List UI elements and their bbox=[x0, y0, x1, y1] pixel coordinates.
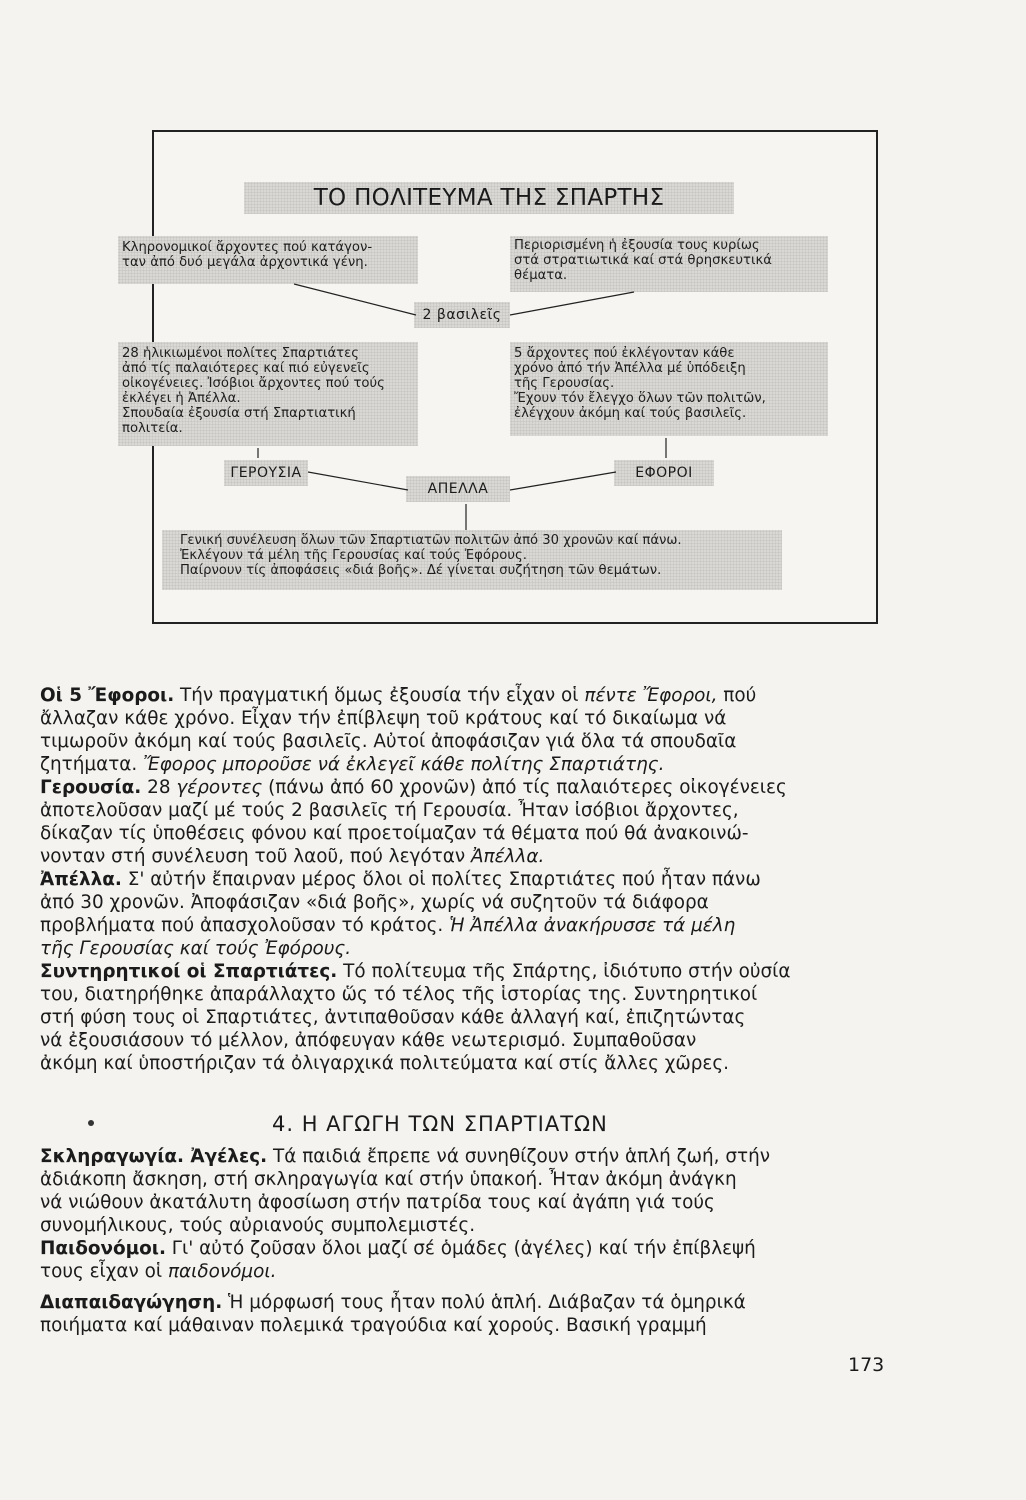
text-line: ἐκλέγει ἡ Ἀπέλλα. bbox=[122, 391, 241, 406]
text-line: οἰκογένειες. Ἰσόβιοι ἄρχοντες πού τούς bbox=[122, 376, 385, 391]
text-line: Γενική συνέλευση ὅλων τῶν Σπαρτιατῶν πολιτῶν ἀπό 30 χρονῶν καί πάνω. bbox=[180, 533, 682, 548]
text-line bbox=[40, 684, 1000, 707]
text-line bbox=[40, 1260, 1000, 1283]
paragraph-ephors bbox=[40, 684, 1000, 776]
text-line: του, διατηρήθηκε ἀπαράλλαχτο ὥς τό τέλος τῆς ἱστορίας της. Συντηρητικοί bbox=[40, 984, 758, 1005]
text-run: πού bbox=[717, 685, 757, 706]
paragraph-heading: Παιδονόμοι. bbox=[40, 1238, 166, 1259]
connector-right-note-to-kings bbox=[510, 292, 634, 315]
text-line: Ἐκλέγουν τά μέλη τῆς Γερουσίας καί τούς Ἐφόρους. bbox=[180, 548, 527, 563]
kings-label: 2 βασιλεῖς bbox=[422, 307, 502, 323]
text-line: στή φύση τους οἱ Σπαρτιάτες, ἀντιπαθοῦσαν κάθε ἀλλαγή καί, ἐπιζητώντας bbox=[40, 1007, 746, 1028]
paragraph-heading: Ἀπέλλα. bbox=[40, 869, 122, 890]
text-line bbox=[40, 1145, 1000, 1168]
page-number: 173 bbox=[848, 1354, 885, 1376]
text-line: νά νιώθουν ἀκατάλυτη ἀφοσίωση στήν πατρίδα τους καί ἀγάπη γιά τούς bbox=[40, 1192, 715, 1213]
connector-ephors-to-apella bbox=[510, 472, 616, 490]
paragraph-heading: Γερουσία. bbox=[40, 777, 142, 798]
paragraph-heading: Διαπαιδαγώγηση. bbox=[40, 1292, 223, 1313]
text-line: ἐλέγχουν ἀκόμη καί τούς βασιλεῖς. bbox=[514, 406, 747, 421]
diagram-title: ΤΟ ΠΟΛΙΤΕΥΜΑ ΤΗΣ ΣΠΑΡΤΗΣ bbox=[313, 185, 665, 211]
italic-run: γέροντες bbox=[176, 777, 263, 798]
text-line bbox=[40, 914, 1000, 937]
italic-run: Ἀπέλλα. bbox=[470, 846, 545, 867]
ephors-label: ΕΦΟΡΟΙ bbox=[635, 465, 693, 481]
text-line: ἀποτελοῦσαν μαζί μέ τούς 2 βασιλεῖς τή Γερουσία. Ἦταν ἰσόβιοι ἄρχοντες, bbox=[40, 800, 739, 821]
text-line: ἀδιάκοπη ἄσκηση, στή σκληραγωγία καί στήν ὑπακοή. Ἦταν ἀκόμη ἀνάγκη bbox=[40, 1169, 737, 1190]
text-line: ποιήματα καί μάθαιναν πολεμικά τραγούδια καί χορούς. Βασική γραμμή bbox=[40, 1315, 707, 1336]
text-run: 28 bbox=[141, 777, 177, 798]
text-line: δίκαζαν τίς ὑποθέσεις φόνου καί προετοίμαζαν τά θέματα πού θά ἀνακοινώ- bbox=[40, 823, 749, 844]
text-line: Ἔχουν τόν ἔλεγχο ὅλων τῶν πολιτῶν, bbox=[514, 391, 766, 406]
text-line: στά στρατιωτικά καί στά θρησκευτικά bbox=[514, 253, 772, 268]
italic-run: πέντε Ἔφοροι, bbox=[584, 685, 718, 706]
gerousia-label: ΓΕΡΟΥΣΙΑ bbox=[230, 465, 302, 481]
paragraph-heading: Συντηρητικοί οἱ Σπαρτιάτες. bbox=[40, 961, 338, 982]
text-run: Τήν πραγματική ὅμως ἐξουσία τήν εἶχαν οἱ bbox=[174, 685, 585, 706]
text-line: συνομήλικους, τούς αὐριανούς συμπολεμιστές. bbox=[40, 1215, 476, 1236]
text-line: ἀπό 30 χρονῶν. Ἀποφάσιζαν «διά βοῆς», χωρίς νά συζητοῦν τά διάφορα bbox=[40, 892, 709, 913]
text-line bbox=[40, 960, 1000, 983]
text-line bbox=[40, 845, 1000, 868]
text-line: χρόνο ἀπό τήν Ἀπέλλα μέ ὑπόδειξη bbox=[514, 361, 746, 376]
paragraph-gerousia bbox=[40, 776, 1000, 868]
text-line: Παίρνουν τίς ἀποφάσεις «διά βοῆς». Δέ γίνεται συζήτηση τῶν θεμάτων. bbox=[180, 563, 662, 578]
text-line bbox=[40, 753, 1000, 776]
text-line: πολιτεία. bbox=[122, 421, 183, 436]
italic-run: Ἡ Ἀπέλλα ἀνακήρυσσε τά μέλη bbox=[449, 915, 736, 936]
paragraph-conservatism bbox=[40, 960, 1000, 1075]
text-line: ἄλλαζαν κάθε χρόνο. Εἶχαν τήν ἐπίβλεψη τοῦ κράτους καί τό δικαίωμα νά bbox=[40, 708, 727, 729]
text-line: Περιορισμένη ἡ ἐξουσία τους κυρίως bbox=[514, 238, 760, 253]
paragraph-paidonomoi bbox=[40, 1237, 1000, 1283]
text-run: Γι' αὐτό ζοῦσαν ὅλοι μαζί σέ ὁμάδες (ἀγέλες) καί τήν ἐπίβλεψή bbox=[165, 1238, 756, 1259]
kings-note-right bbox=[514, 238, 772, 283]
section-heading: 4. Η ΑΓΩΓΗ ΤΩΝ ΣΠΑΡΤΙΑΤΩΝ bbox=[272, 1112, 608, 1136]
text-run: τους εἶχαν οἱ bbox=[40, 1261, 168, 1282]
text-line: νά ἐξουσιάσουν τό μέλλον, ἀπόφευγαν κάθε νεωτερισμό. Συμπαθοῦσαν bbox=[40, 1030, 697, 1051]
italic-run: τῆς Γερουσίας καί τούς Ἐφόρους. bbox=[40, 938, 352, 959]
text-run: Τό πολίτευμα τῆς Σπάρτης, ἰδιότυπο στήν οὐσία bbox=[337, 961, 791, 982]
paragraph-apella bbox=[40, 868, 1000, 960]
connector-left-note-to-kings bbox=[294, 284, 416, 315]
apella-desc bbox=[180, 533, 682, 578]
text-line bbox=[40, 937, 1000, 960]
text-run: νονταν στή συνέλευση τοῦ λαοῦ, πού λεγόταν bbox=[40, 846, 471, 867]
text-run: (πάνω ἀπό 60 χρονῶν) ἀπό τίς παλαιότερες οἰκογένειες bbox=[262, 777, 787, 798]
kings-note-left bbox=[122, 240, 372, 270]
text-run: Σ' αὐτήν ἔπαιρναν μέρος ὅλοι οἱ πολίτες Σπαρτιάτες πού ἦταν πάνω bbox=[121, 869, 761, 890]
text-line bbox=[40, 1291, 1000, 1314]
polity-diagram bbox=[122, 130, 878, 624]
text-line: τιμωροῦν ἀκόμη καί τούς βασιλεῖς. Αὐτοί ἀποφάσιζαν γιά ὅλα τά σπουδαῖα bbox=[40, 731, 737, 752]
text-line: ταν ἀπό δυό μεγάλα ἀρχοντικά γένη. bbox=[122, 255, 368, 270]
text-run: ζητήματα. bbox=[40, 754, 144, 775]
text-line: 28 ἡλικιωμένοι πολίτες Σπαρτιάτες bbox=[122, 346, 359, 361]
text-run: Τά παιδιά ἔπρεπε νά συνηθίζουν στήν ἁπλή ζωή, στήν bbox=[267, 1146, 770, 1167]
gerousia-desc bbox=[122, 346, 385, 436]
text-line: Σπουδαία ἐξουσία στή Σπαρτιατική bbox=[122, 406, 356, 421]
text-line bbox=[40, 868, 1000, 891]
text-run: προβλήματα πού ἀπασχολοῦσαν τό κράτος. bbox=[40, 915, 450, 936]
text-line: θέματα. bbox=[514, 268, 568, 283]
text-line: ἀπό τίς παλαιότερες καί πιό εὐγενεῖς bbox=[122, 361, 370, 376]
text-line: ἀκόμη καί ὑποστήριζαν τά ὀλιγαρχικά πολιτεύματα καί στίς ἄλλες χῶρες. bbox=[40, 1053, 729, 1074]
text-line: 5 ἄρχοντες πού ἐκλέγονταν κάθε bbox=[514, 346, 735, 361]
paragraph-hardening bbox=[40, 1145, 1000, 1237]
italic-run: παιδονόμοι. bbox=[167, 1261, 277, 1282]
ephors-desc bbox=[514, 346, 766, 421]
text-line: Κληρονομικοί ἄρχοντες πού κατάγον- bbox=[122, 240, 373, 255]
apella-label: ΑΠΕΛΛΑ bbox=[427, 481, 489, 497]
text-line: τῆς Γερουσίας. bbox=[514, 376, 615, 391]
paragraph-education bbox=[40, 1291, 1000, 1337]
text-run: Ἡ μόρφωσή τους ἦταν πολύ ἁπλή. Διάβαζαν τά ὁμηρικά bbox=[222, 1292, 746, 1313]
bullet-dot bbox=[88, 1120, 94, 1126]
paragraph-heading: Σκληραγωγία. Ἀγέλες. bbox=[40, 1146, 268, 1167]
text-line bbox=[40, 776, 1000, 799]
paragraph-heading: Οἱ 5 Ἔφοροι. bbox=[40, 685, 175, 706]
text-line bbox=[40, 1237, 1000, 1260]
italic-run: Ἔφορος μποροῦσε νά ἐκλεγεῖ κάθε πολίτης Σπαρτιάτης. bbox=[143, 754, 665, 775]
connector-gerousia-to-apella bbox=[308, 472, 408, 490]
